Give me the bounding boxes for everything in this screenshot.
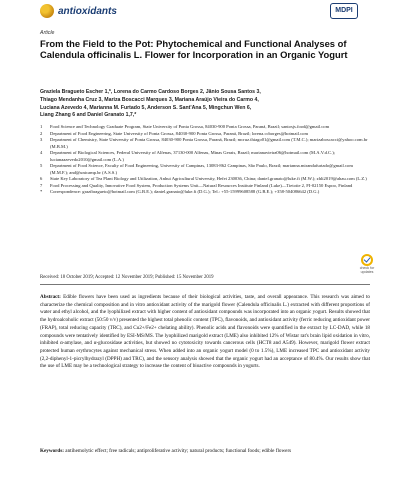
affiliation-text: Department of Biological Sciences, Federal University of Alfenas, 37130-000 Alfenas, Minas Gerais, Brazil; marianavieira06@hotmail.com (M.A.V.d.C.); lucianaazevedo2010@gmail.com (L.A.) xyxy=(50,150,336,162)
affiliation-number: * xyxy=(40,189,43,194)
affiliation-number: 3 xyxy=(40,137,43,142)
affiliation-text: Department of Food Engineering, State University of Ponta Grossa, 84030-900 Ponta Grossa, Paraná, Brazil; lorena.ccborges@hotmail.com xyxy=(50,130,309,136)
abstract-section xyxy=(40,294,370,371)
affiliation-text: State Key Laboratory of Tea Plant Biology and Utilization, Anhui Agricultural University, Hefei 230036, China; daniel.granato@luke.fi (M.W.); zhli2019@ahau.com (L.Z.) xyxy=(50,176,367,181)
affiliation-number: 4 xyxy=(40,150,43,155)
affiliation-number: 6 xyxy=(40,176,43,181)
keywords-section xyxy=(40,448,370,456)
affiliation-text: Department of Chemistry, State University of Ponta Grossa, 84030-900 Ponta Grossa, Paraná, Brazil; mcruz.thiago01@gmail.com (T.M.C.); marizaboscacci@yahoo.com.br (M.B.M.) xyxy=(50,137,368,149)
abstract-heading: Abstract: xyxy=(40,294,61,300)
author-line: Liang Zhang 6 and Daniel Granato 1,7,* xyxy=(40,112,137,119)
check-for-updates-badge[interactable] xyxy=(356,254,378,275)
mdpi-logo[interactable]: MDPI xyxy=(330,3,358,19)
affiliation-text: Food Processing and Quality, Innovative Food System, Production Systems Unit—Natural Resources Institute Finland (Luke)—Tietotie 2, FI-02150 Espoo, Finland xyxy=(50,182,353,188)
affiliation-item xyxy=(40,137,370,150)
article-type-label: Article xyxy=(40,30,55,36)
author-line: Luciana Azevedo 4, Marianna M. Furtado 5, Anderson S. Sant'Ana 5, Mingchun Wen 6, xyxy=(40,104,252,111)
author-line: Graziela Bragueto Escher 1,*, Lorena do Carmo Cardoso Borges 2, Jânio Sousa Santos 3, xyxy=(40,89,261,95)
keywords-text: antihemolytic effect; free radicals; antiproliferative activity; natural products; functional foods; edible flowers xyxy=(65,448,292,454)
author-line: Thiago Mendanha Cruz 3, Mariza Boscacci Marques 3, Mariana Araújo Vieira do Carmo 4, xyxy=(40,96,259,103)
affiliation-number: 1 xyxy=(40,124,43,129)
journal-logo[interactable] xyxy=(40,4,117,18)
affiliation-number: 7 xyxy=(40,182,43,188)
divider xyxy=(40,284,370,285)
antioxidants-logo-icon xyxy=(40,4,54,18)
affiliation-text: Department of Food Science, Faculty of Food Engineering, University of Campinas, 13083-862 Campinas, São Paulo, Brazil; marianna.mirandafurtado@gmail.com (M.M.F.); and@unicamp.br (A.S.S.) xyxy=(50,163,353,175)
article-title: From the Field to the Pot: Phytochemical and Functional Analyses of Calendula officinalis L. Flower for Incorporation in an Organic Yogurt xyxy=(40,38,348,60)
abstract-text: Edible flowers have been used as ingredients because of their biological activities, taste, and overall appearance. This research was aimed to characterize the chemical composition and in vitro antioxidant activity of the marigold flower (Calendula officinalis L.) extracted with different proportions of water and ethyl alcohol, and the lyophilized extract with higher content of antioxidant compounds was incorporated into an organic yogurt. Results showed that the hydroalcoholic extract (50:50 v/v) presented the highest total phenolic content (TPC), flavonoids, and antioxidant activity (ferric reducing antioxidant power (FRAP), total reducing capacity (TRC), and Cu2+/Fe2+ chelating ability). Phenolic acids and flavonoids were quantified in the extract by LC-DAD, while 18 compounds were tentatively identified by ESI-MS/MS. The lyophilized marigold extract (LME) also inhibited 12% of Wistar rat's brain lipid oxidation in vitro, inhibited α-amylase, and α-glucosidase activities, but showed no cytotoxicity towards cancerous cells (HCT8 and A549). However, marigold flower extract protected human erythrocytes against mechanical stress. When added into an organic yogurt model (0 to 1.5%), LME increased TPC and antioxidant activity (2,2-diphenyl-1-picrylhydrazyl (DPPH) and TRC), and the sensory analysis showed that the organic yogurt had an acceptance of 80.4%. Our results show that the use of LME may be a technological strategy to increase the content of bioactive compounds in yogurts. xyxy=(40,294,370,370)
affiliation-item xyxy=(40,163,370,176)
correspondence-text: Correspondence: grazibragueto@hotmail.com (G.B.E.); daniel.granato@luke.fi (D.G.); Tel.: +55-15999608588 (G.B.E.); +358-504086642 (D.G.) xyxy=(50,189,320,194)
affiliation-text: Food Science and Technology Graduate Program, State University of Ponta Grossa, 84030-900 Ponta Grossa, Paraná, Brazil; santosjs.food@gmail.com xyxy=(50,124,330,129)
keywords-heading: Keywords: xyxy=(40,448,64,454)
affiliation-number: 2 xyxy=(40,130,43,136)
affiliation-item xyxy=(40,150,370,163)
check-updates-label: check for updates xyxy=(359,266,375,275)
correspondence-item xyxy=(40,189,370,196)
affiliations-list xyxy=(40,124,370,196)
author-list xyxy=(40,89,370,120)
affiliation-number: 5 xyxy=(40,163,43,168)
journal-name: antioxidants xyxy=(58,5,117,17)
check-updates-icon xyxy=(361,254,373,266)
publication-dates: Received: 18 October 2019; Accepted: 12 November 2019; Published: 15 November 2019 xyxy=(40,275,214,280)
